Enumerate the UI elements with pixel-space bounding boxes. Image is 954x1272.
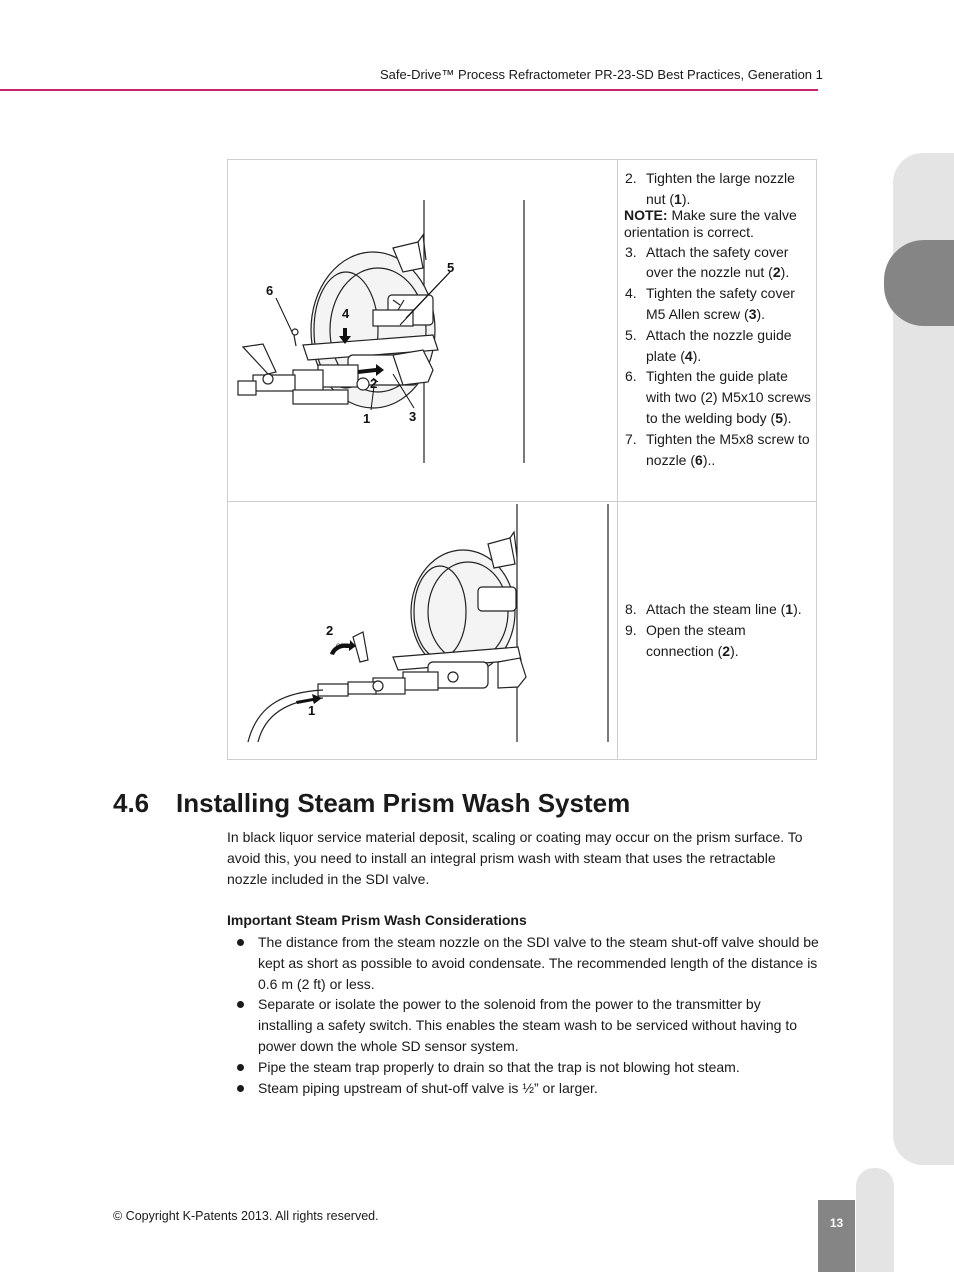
page-number: 13 bbox=[818, 1200, 855, 1272]
page-number-strip bbox=[856, 1168, 894, 1272]
step-number: 6. bbox=[625, 368, 637, 385]
step-text: Tighten the guide plate with two (2) M5x10 screws to the welding body ( bbox=[646, 368, 811, 426]
step-text: Attach the safety cover over the nozzle nut ( bbox=[646, 243, 789, 281]
list-item-text: Steam piping upstream of shut-off valve is ½” or larger. bbox=[258, 1079, 598, 1096]
callout-2: 2 bbox=[326, 623, 334, 638]
step-item bbox=[624, 429, 814, 471]
list-item bbox=[227, 994, 819, 1056]
step-item bbox=[624, 366, 814, 428]
callout-5: 5 bbox=[447, 260, 455, 275]
step-callout-ref: 3 bbox=[748, 305, 757, 322]
callout-3: 3 bbox=[409, 409, 417, 424]
step-text: Tighten the M5x8 screw to nozzle ( bbox=[646, 430, 810, 468]
step-callout-ref: 6 bbox=[695, 451, 703, 468]
list-item bbox=[227, 932, 819, 994]
step-text-end: ). bbox=[730, 642, 739, 659]
bullet-icon bbox=[237, 1085, 244, 1092]
step-number: 9. bbox=[625, 621, 637, 638]
subheading: Important Steam Prism Wash Considerations bbox=[227, 912, 527, 928]
callout-6: 6 bbox=[266, 283, 274, 298]
list-item bbox=[227, 1057, 819, 1078]
step-text-end: ). bbox=[756, 305, 766, 322]
considerations-list bbox=[227, 932, 819, 1098]
step-number: 7. bbox=[625, 430, 637, 447]
callout-1: 1 bbox=[363, 411, 371, 426]
note bbox=[624, 207, 814, 241]
step-number: 3. bbox=[625, 243, 637, 260]
copyright-footer: © Copyright K-Patents 2013. All rights reserved. bbox=[113, 1209, 379, 1223]
step-item bbox=[624, 620, 814, 662]
step-item bbox=[624, 283, 814, 325]
step-text-end: ). bbox=[780, 264, 790, 281]
steps-text-cell-2 bbox=[624, 599, 814, 661]
step-callout-ref: 4 bbox=[684, 347, 693, 364]
step-number: 5. bbox=[625, 326, 637, 343]
list-item-text: Pipe the steam trap properly to drain so that the trap is not blowing hot steam. bbox=[258, 1058, 740, 1075]
nozzle-assembly-illustration bbox=[228, 160, 617, 501]
bullet-icon bbox=[237, 1001, 244, 1008]
step-text: Tighten the large nozzle nut ( bbox=[646, 170, 795, 207]
section-title: Installing Steam Prism Wash System bbox=[176, 788, 631, 818]
installation-steps-table bbox=[227, 159, 817, 760]
steam-line-illustration bbox=[228, 502, 617, 760]
list-item-text: The distance from the steam nozzle on the SDI valve to the steam shut-off valve should be kept as short as possible to avoid condensate. The recommended length of the distance is 0.6 m (2 ft) or less. bbox=[258, 934, 819, 992]
step-text: Attach the nozzle guide plate ( bbox=[646, 326, 792, 364]
step-item bbox=[624, 242, 814, 284]
step-text: Open the steam connection ( bbox=[646, 621, 746, 659]
step-text-end: ). bbox=[692, 347, 702, 364]
step-text-end: ). bbox=[681, 190, 691, 207]
header-rule bbox=[0, 89, 818, 91]
step-item bbox=[624, 325, 814, 367]
step-callout-ref: 5 bbox=[775, 409, 783, 426]
step-text: Tighten the safety cover M5 Allen screw ( bbox=[646, 285, 795, 322]
step-callout-ref: 2 bbox=[722, 642, 731, 659]
bullet-icon bbox=[237, 1064, 244, 1071]
step-callout-ref: 1 bbox=[785, 601, 794, 617]
step-number: 8. bbox=[625, 601, 637, 617]
running-header: Safe-Drive™ Process Refractometer PR-23-SD Best Practices, Generation 1 bbox=[380, 67, 823, 82]
open-label: OPEN bbox=[336, 644, 354, 650]
callout-4: 4 bbox=[342, 306, 350, 321]
callout-1: 1 bbox=[308, 703, 316, 718]
table-divider-vertical bbox=[617, 160, 618, 759]
step-item bbox=[624, 168, 814, 210]
note-label: NOTE: bbox=[624, 206, 668, 223]
bullet-icon bbox=[237, 939, 244, 946]
step-text-end: ). bbox=[783, 409, 792, 426]
step-item bbox=[624, 599, 814, 620]
step-text-end: ).. bbox=[702, 451, 716, 468]
step-number: 2. bbox=[625, 170, 637, 186]
step-text-end: ). bbox=[793, 601, 802, 617]
section-heading bbox=[113, 788, 630, 819]
list-item-text: Separate or isolate the power to the solenoid from the power to the transmitter by installing a safety switch. This enables the steam wash to be serviced without having to power down the whole SD sensor system. bbox=[258, 996, 798, 1054]
step-callout-ref: 1 bbox=[674, 190, 682, 207]
callout-2: 2 bbox=[370, 376, 378, 391]
list-item bbox=[227, 1078, 819, 1099]
chapter-tab-marker bbox=[884, 240, 954, 326]
step-number: 4. bbox=[625, 285, 637, 302]
step-text: Attach the steam line ( bbox=[646, 601, 786, 617]
note-text: Make sure the valve orientation is correct. bbox=[624, 206, 797, 240]
steps-text-cell-1 bbox=[624, 168, 814, 470]
step-callout-ref: 2 bbox=[772, 264, 781, 281]
section-number: 4.6 bbox=[113, 788, 150, 818]
intro-paragraph: In black liquor service material deposit, scaling or coating may occur on the prism surface. To avoid this, you need to install an integral prism wash with steam that uses the retractable nozzle included in the SDI valve. bbox=[227, 829, 803, 887]
